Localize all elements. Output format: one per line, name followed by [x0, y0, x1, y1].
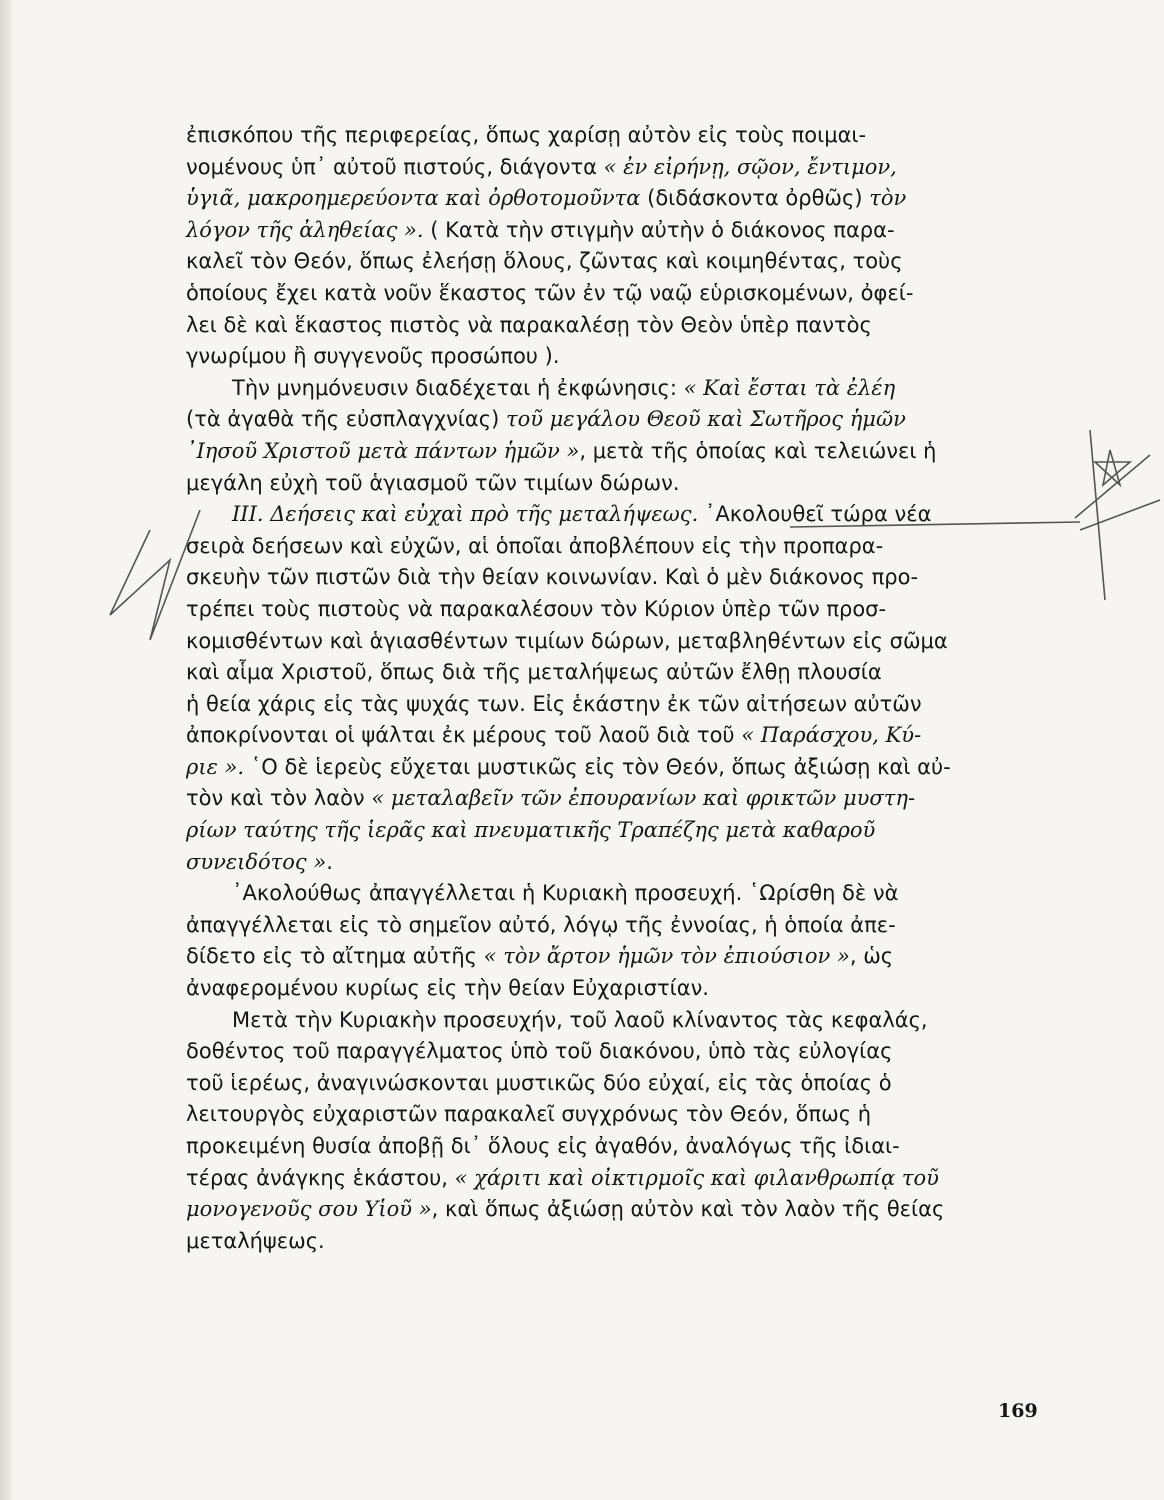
text-line: ( Κατὰ τὴν στιγμὴν αὐτὴν ὁ διάκονος παρα- — [423, 217, 895, 242]
text-line: γνωρίμου ἢ συγγενοῦς προσώπου ). — [186, 344, 560, 369]
text-line: δίδετο εἰς τὸ αἴτημα αὐτῆς — [186, 944, 484, 969]
text-line: ὁποίους ἔχει κατὰ νοῦν ἕκαστος τῶν ἐν τῷ ναῷ εὑρισκομένων, ὀφεί- — [186, 280, 914, 305]
paragraph — [186, 878, 1046, 1004]
text-line: τέρας ἀνάγκης ἑκάστου, — [186, 1165, 455, 1190]
pencil-star-mark — [1095, 450, 1130, 485]
quotation: ὑγιᾶ, μακροημερεύοντα καὶ ὀρθοτομοῦντα — [186, 186, 641, 211]
text-line: ῾Ο δὲ ἱερεὺς εὔχεται μυστικῶς εἰς τὸν Θεόν, ὅπως ἀξιώσῃ καὶ αὐ- — [244, 754, 951, 779]
body-text — [186, 120, 1046, 1257]
section-heading: ΙΙΙ. Δεήσεις καὶ εὐχαὶ πρὸ τῆς μεταλήψεως. — [232, 502, 699, 527]
text-line: τὸν καὶ τὸν λαὸν — [186, 786, 372, 811]
paragraph — [186, 120, 1046, 373]
quotation: « ἐν εἰρήνῃ, σῷον, ἔντιμον, — [603, 154, 897, 179]
text-line: Τὴν μνημόνευσιν διαδέχεται ἡ ἐκφώνησις: — [232, 375, 684, 400]
quotation: συνειδότος » — [186, 849, 327, 874]
quotation: « μεταλαβεῖν τῶν ἐπουρανίων καὶ φρικτῶν μυστη- — [371, 786, 916, 811]
text-line: , μετὰ τῆς ὁποίας καὶ τελειώνει ἡ — [579, 438, 937, 463]
text-line: Μετὰ τὴν Κυριακὴν προσευχήν, τοῦ λαοῦ κλίναντος τὰς κεφαλάς, — [232, 1007, 928, 1032]
quotation: « χάριτι καὶ οἰκτιρμοῖς καὶ φιλανθρωπίᾳ τοῦ — [454, 1165, 939, 1190]
text-line: ἀποκρίνονται οἱ ψάλται ἐκ μέρους τοῦ λαοῦ διὰ τοῦ — [186, 723, 742, 748]
text-line: δοθέντος τοῦ παραγγέλματος ὑπὸ τοῦ διακόνου, ὑπὸ τὰς εὐλογίας — [186, 1039, 893, 1064]
text-line: (διδάσκοντα ὀρθῶς) — [640, 186, 870, 211]
text-line: νομένους ὑπ᾽ αὐτοῦ πιστούς, διάγοντα — [186, 154, 604, 179]
text-line: ἡ θεία χάρις εἰς τὰς ψυχάς των. Εἰς ἑκάστην ἐκ τῶν αἰτήσεων αὐτῶν — [186, 691, 922, 716]
text-line: , ὡς — [849, 944, 894, 969]
paragraph — [186, 1005, 1046, 1258]
text-line: τοῦ ἱερέως, ἀναγινώσκονται μυστικῶς δύο εὐχαί, εἰς τὰς ὁποίας ὁ — [186, 1070, 892, 1095]
text-line: μεταλήψεως. — [186, 1228, 325, 1253]
text-line: προκειμένη θυσία ἀποβῇ δι᾽ ὅλους εἰς ἀγαθόν, ἀναλόγως τῆς ἰδιαι- — [186, 1134, 900, 1158]
text-line: , καὶ ὅπως ἀξιώσῃ αὐτὸν καὶ τὸν λαὸν τῆς θείας — [431, 1197, 945, 1222]
page-number: 169 — [998, 1400, 1038, 1422]
paragraph — [186, 373, 1046, 499]
pencil-diagonal-line — [1075, 455, 1160, 530]
text-line: καὶ αἷμα Χριστοῦ, ὅπως διὰ τῆς μεταλήψεως αὐτῶν ἔλθῃ πλουσία — [186, 660, 882, 685]
quotation: « τὸν ἄρτον ἡμῶν τὸν ἐπιούσιον » — [483, 944, 850, 969]
text-line: ἐπισκόπου τῆς περιφερείας, ὅπως χαρίσῃ αὐτὸν εἰς τοὺς ποιμαι- — [186, 123, 867, 147]
text-line: μεγάλη εὐχὴ τοῦ ἁγιασμοῦ τῶν τιμίων δώρων. — [186, 470, 680, 495]
text-line: σκευὴν τῶν πιστῶν διὰ τὴν θείαν κοινωνίαν. Καὶ ὁ μὲν διάκονος προ- — [186, 565, 919, 590]
text-line: λει δὲ καὶ ἕκαστος πιστὸς νὰ παρακαλέσῃ τὸν Θεὸν ὑπὲρ παντὸς — [186, 312, 872, 337]
pencil-margin-line — [1090, 430, 1105, 600]
text-line: ᾿Ακολούθως ἀπαγγέλλεται ἡ Κυριακὴ προσευχή. ῾Ωρίσθη δὲ νὰ — [232, 881, 899, 906]
text-line: . — [326, 849, 333, 874]
text-line: (τὰ ἀγαθὰ τῆς εὐσπλαγχνίας) — [186, 407, 506, 432]
quotation: « Καὶ ἔσται τὰ ἐλέη — [683, 375, 896, 400]
quotation: τὸν — [869, 186, 907, 211]
text-line: κομισθέντων καὶ ἁγιασθέντων τιμίων δώρων, μεταβληθέντων εἰς σῶμα — [186, 628, 948, 653]
paragraph — [186, 499, 1046, 878]
quotation: λόγον τῆς ἀληθείας ». — [186, 217, 424, 242]
text-line: σειρὰ δεήσεων καὶ εὐχῶν, αἱ ὁποῖαι ἀποβλέπουν εἰς τὴν προπαρα- — [186, 533, 884, 558]
text-line: ἀναφερομένου κυρίως εἰς τὴν θείαν Εὐχαριστίαν. — [186, 976, 709, 1001]
text-line: ἀπαγγέλλεται εἰς τὸ σημεῖον αὐτό, λόγῳ τῆς ἐννοίας, ἡ ὁποία ἀπε- — [186, 912, 896, 937]
quotation: μονογενοῦς σου Υἱοῦ » — [186, 1197, 432, 1222]
text-line: λειτουργὸς εὐχαριστῶν παρακαλεῖ συγχρόνως τὸν Θεόν, ὅπως ἡ — [186, 1102, 872, 1127]
text-line: τρέπει τοὺς πιστοὺς νὰ παρακαλέσουν τὸν Κύριον ὑπὲρ τῶν προσ- — [186, 596, 887, 621]
text-line: καλεῖ τὸν Θεόν, ὅπως ἐλεήσῃ ὅλους, ζῶντας καὶ κοιμηθέντας, τοὺς — [186, 249, 903, 274]
quotation: « Παράσχου, Κύ- — [741, 723, 922, 748]
text-line: ᾿Ακολουθεῖ τώρα νέα — [698, 502, 932, 527]
quotation: ριε ». — [186, 754, 245, 779]
quotation: τοῦ μεγάλου Θεοῦ καὶ Σωτῆρος ἡμῶν — [505, 407, 906, 432]
quotation: ᾿Ιησοῦ Χριστοῦ μετὰ πάντων ἡμῶν » — [186, 438, 580, 463]
quotation: ρίων ταύτης τῆς ἱερᾶς καὶ πνευματικῆς Τραπέζης μετὰ καθαροῦ — [186, 818, 876, 843]
binding-edge — [0, 0, 12, 1500]
